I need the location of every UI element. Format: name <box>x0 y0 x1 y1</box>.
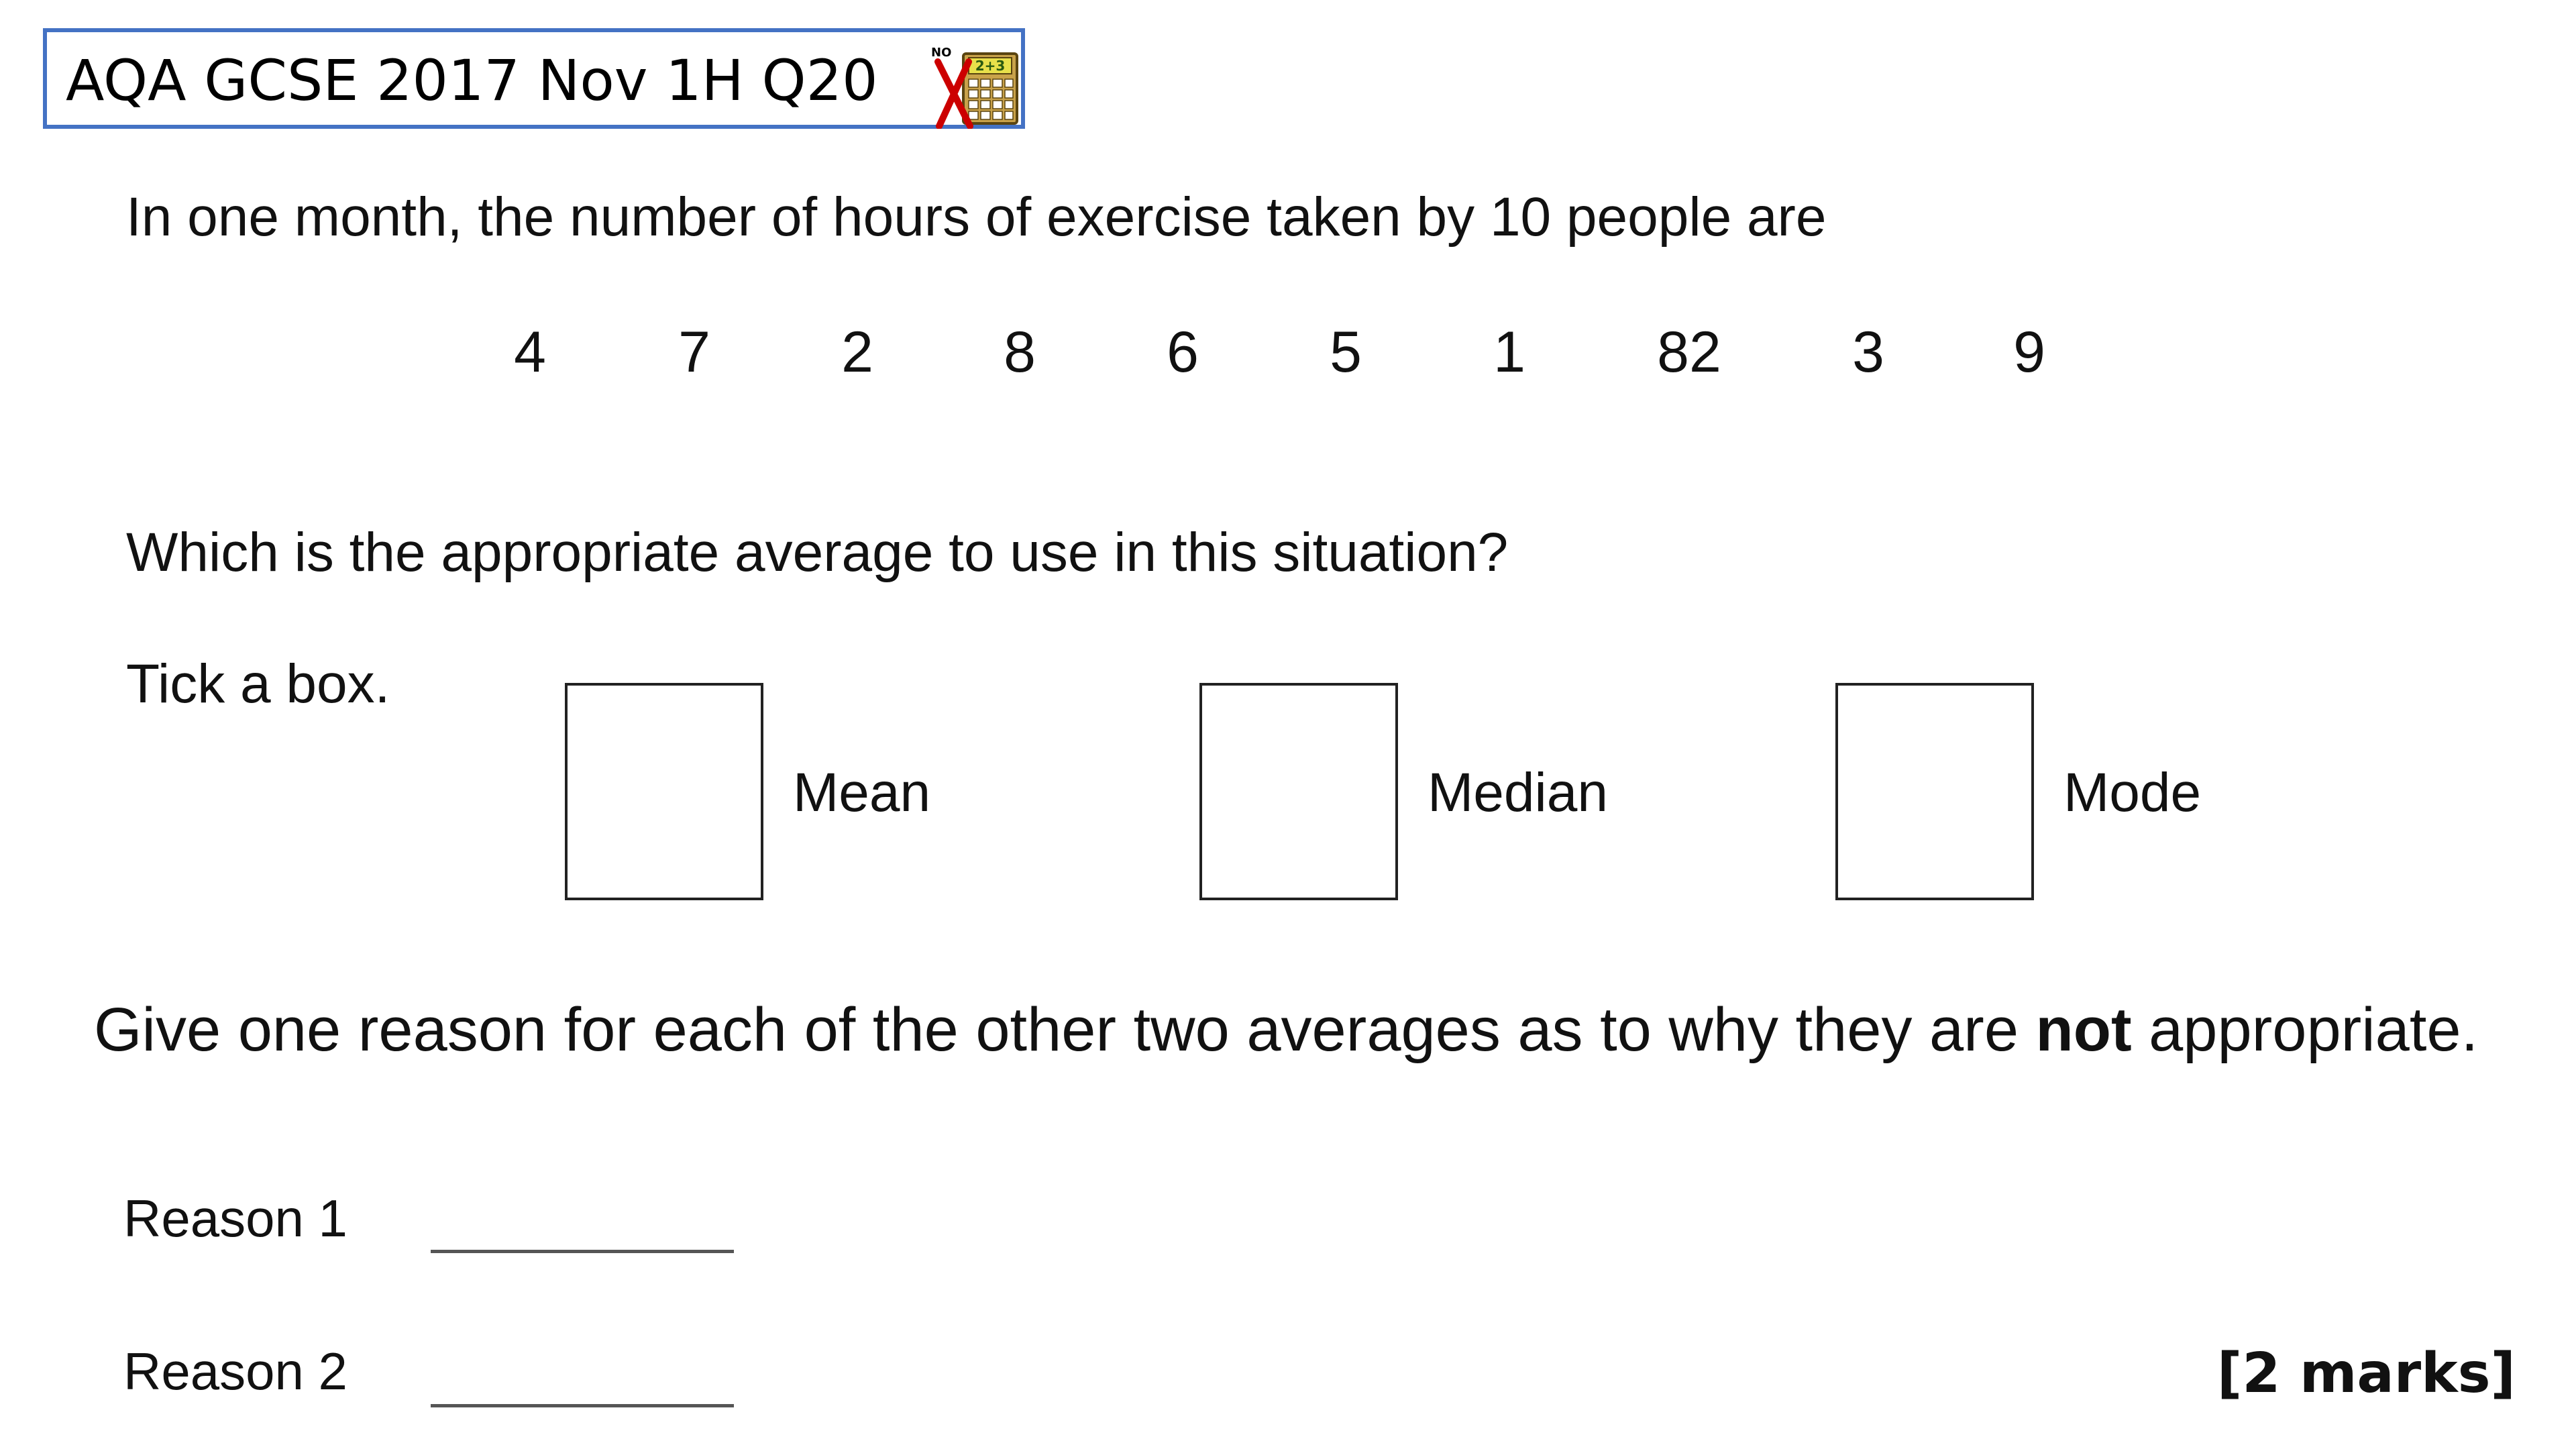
data-value: 9 <box>2013 320 2045 384</box>
mode-label: Mode <box>2063 762 2202 823</box>
data-value: 3 <box>1852 320 1884 384</box>
data-value: 6 <box>1167 320 1199 384</box>
calculator-display-text: 2+3 <box>975 58 1006 74</box>
data-value: 8 <box>1004 320 1036 384</box>
data-value: 4 <box>514 320 546 384</box>
reasons-prompt <box>94 993 2478 1067</box>
calculator-no-text: NO <box>931 46 952 60</box>
question-prompt: Which is the appropriate average to use in this situation? <box>126 522 1509 583</box>
mean-label: Mean <box>793 762 931 823</box>
median-tick-box[interactable] <box>1199 683 1398 900</box>
data-value: 1 <box>1493 320 1525 384</box>
question-stem: In one month, the number of hours of exercise taken by 10 people are <box>126 186 1827 248</box>
reason-1-label: Reason 1 <box>123 1189 347 1248</box>
mean-tick-box[interactable] <box>565 683 763 900</box>
question-header-box <box>43 28 1025 129</box>
reason-1-answer-line[interactable] <box>431 1226 734 1253</box>
reason-2-answer-line[interactable] <box>431 1381 734 1407</box>
data-value: 2 <box>841 320 873 384</box>
reasons-prompt-after: appropriate. <box>2131 996 2479 1064</box>
no-calculator-icon <box>928 42 1022 129</box>
marks-label: [2 marks] <box>2216 1342 2516 1405</box>
mode-tick-box[interactable] <box>1835 683 2034 900</box>
data-value: 5 <box>1330 320 1362 384</box>
reasons-prompt-before: Give one reason for each of the other two averages as to why they are <box>94 996 2036 1064</box>
data-value: 82 <box>1657 320 1721 384</box>
data-values-row <box>0 315 2576 389</box>
data-value: 7 <box>678 320 710 384</box>
reason-2-label: Reason 2 <box>123 1342 347 1401</box>
tick-instruction: Tick a box. <box>126 653 390 714</box>
reasons-prompt-emphasis: not <box>2035 996 2132 1064</box>
median-label: Median <box>1428 762 1608 823</box>
question-title: AQA GCSE 2017 Nov 1H Q20 <box>66 48 878 113</box>
